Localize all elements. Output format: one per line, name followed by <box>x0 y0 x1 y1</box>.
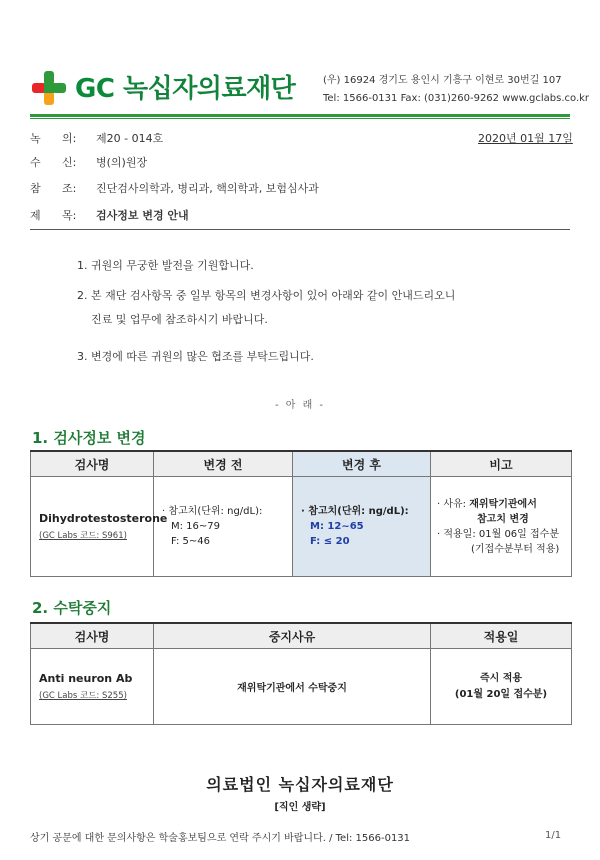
col-before: 변경 전 <box>154 451 293 477</box>
before-ref-label: · 참고치(단위: ng/dL): <box>162 506 263 517</box>
issuer-name: 의료법인 녹십자의료재단 <box>206 775 394 794</box>
reason-value: 재위탁기관에서 <box>469 498 537 510</box>
suspension-table <box>30 622 572 725</box>
test-name: Dihydrotestosterone <box>39 512 168 525</box>
after-female: F: ≤ 20 <box>310 536 350 547</box>
change-table <box>30 450 572 577</box>
col-test-name: 검사명 <box>31 623 154 649</box>
table-row <box>31 477 572 577</box>
document-date: 2020년 01월 17일 <box>478 132 573 145</box>
test-code: (GC Labs 코드: S961) <box>39 531 127 541</box>
before-male: M: 16~79 <box>171 521 221 532</box>
apply-immediate: 즉시 적용 <box>479 672 523 684</box>
after-male: M: 12~65 <box>310 521 364 532</box>
cc-label-2: 조: <box>62 182 77 195</box>
address-line: (우) 16924 경기도 용인시 기흥구 이현로 30번길 107 <box>323 75 562 86</box>
ref-label-1: 녹 <box>30 132 41 145</box>
col-test-name: 검사명 <box>31 451 154 477</box>
cc-label-1: 참 <box>30 182 41 195</box>
apply-date: · 적용일: 01월 06일 접수분 <box>437 528 559 540</box>
after-ref-label: · 참고치(단위: ng/dL): <box>301 506 409 517</box>
contact-line: Tel: 1566-0131 Fax: (031)260-9262 www.gclabs.co.kr <box>323 93 590 104</box>
logo-wordmark <box>75 68 295 105</box>
section-marker: - 아 래 - <box>274 400 326 411</box>
col-apply-date: 적용일 <box>431 623 572 649</box>
col-after: 변경 후 <box>293 451 431 477</box>
section2-title: 2. 수탁중지 <box>32 599 112 617</box>
cell-after <box>293 477 431 577</box>
subject-label-2: 목: <box>62 209 77 222</box>
header-divider <box>30 114 570 117</box>
body-line-2b: 진료 및 업무에 참조하시기 바랍니다. <box>91 313 268 326</box>
header-divider-thin <box>30 118 570 119</box>
recipient-row <box>30 154 147 170</box>
subject-label-1: 제 <box>30 209 41 222</box>
cell-test <box>31 477 168 577</box>
meta-divider <box>30 229 570 230</box>
cell-remarks <box>431 477 572 577</box>
reason-value-2: 참고치 변경 <box>477 513 529 525</box>
logo-org-name: 녹십자의료재단 <box>122 74 296 104</box>
remark-reason <box>437 497 563 512</box>
page-number: 1/1 <box>545 830 562 841</box>
contact-note: 상기 공문에 대한 문의사항은 학술홍보팀으로 연락 주시기 바랍니다. / Tel: 1566-0131 <box>30 833 411 844</box>
recipient: 병(의)원장 <box>96 156 148 169</box>
subject-row <box>30 207 189 223</box>
test-code: (GC Labs 코드: S255) <box>39 691 127 701</box>
body-line-3: 3. 변경에 따른 귀원의 많은 협조를 부탁드립니다. <box>77 350 314 363</box>
ref-number: 제20 - 014호 <box>96 132 164 145</box>
body-line-2a: 2. 본 재단 검사항목 중 일부 항목의 변경사항이 있어 아래와 같이 안내드리오니 <box>77 289 456 302</box>
apply-date-note: (기접수분부터 적용) <box>471 543 560 555</box>
logo-gc: GC <box>75 74 115 104</box>
to-label-1: 수 <box>30 156 41 169</box>
cc-departments: 진단검사의학과, 병리과, 핵의학과, 보험심사과 <box>96 182 319 195</box>
reason-label: · 사유: <box>437 498 467 510</box>
cell-before <box>154 477 293 577</box>
col-reason: 중지사유 <box>154 623 431 649</box>
test-name: Anti neuron Ab <box>39 672 133 685</box>
before-female: F: 5~46 <box>171 536 210 547</box>
ref-number-row <box>30 130 163 146</box>
address-block <box>323 72 589 108</box>
cell-test <box>31 649 154 725</box>
to-label-2: 신: <box>62 156 77 169</box>
table-header-row <box>31 623 572 649</box>
cell-apply <box>431 649 572 725</box>
table-row <box>31 649 572 725</box>
ref-label-2: 의: <box>62 132 77 145</box>
section1-title: 1. 검사정보 변경 <box>32 429 146 447</box>
cell-reason: 재위탁기관에서 수탁중지 <box>154 649 431 725</box>
cc-row <box>30 180 319 196</box>
body-line-1: 1. 귀원의 무궁한 발전을 기원합니다. <box>77 259 254 272</box>
seal-note: [직인 생략] <box>274 802 326 813</box>
subject: 검사정보 변경 안내 <box>96 209 189 222</box>
apply-date: (01월 20일 접수분) <box>454 688 548 700</box>
table-header-row <box>31 451 572 477</box>
logo-cross-icon <box>31 70 67 106</box>
col-remarks: 비고 <box>431 451 572 477</box>
